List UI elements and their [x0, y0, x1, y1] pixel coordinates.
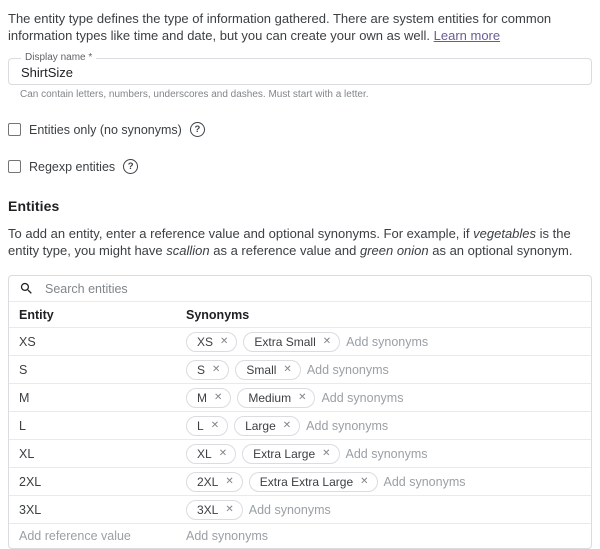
synonyms-cell — [186, 472, 591, 492]
table-header-row — [9, 302, 591, 328]
close-icon[interactable]: ✕ — [283, 363, 292, 375]
regexp-entities-checkbox[interactable] — [8, 160, 21, 173]
chip-label: Extra Large — [253, 446, 316, 461]
add-reference-value-input[interactable]: Add reference value — [19, 529, 131, 543]
help-icon[interactable]: ? — [190, 122, 205, 137]
desc-seg-italic: green onion — [359, 243, 429, 258]
chip-label: S — [197, 362, 206, 377]
close-icon[interactable]: ✕ — [322, 335, 332, 347]
close-icon[interactable]: ✕ — [210, 419, 220, 431]
synonyms-cell — [186, 416, 591, 436]
synonym-chip[interactable] — [186, 388, 231, 408]
synonym-chip[interactable] — [234, 416, 300, 436]
close-icon[interactable]: ✕ — [360, 475, 369, 487]
regexp-entities-row — [8, 159, 592, 174]
chip-label: 3XL — [197, 502, 219, 517]
table-row — [9, 384, 591, 412]
chip-label: 2XL — [197, 474, 219, 489]
search-input[interactable] — [45, 282, 581, 296]
synonyms-cell — [186, 332, 591, 352]
add-synonyms-input[interactable]: Add synonyms — [345, 446, 428, 461]
learn-more-link[interactable]: Learn more — [433, 28, 501, 43]
desc-seg: as an optional synonym. — [428, 243, 573, 258]
close-icon[interactable]: ✕ — [225, 503, 234, 515]
synonyms-cell — [186, 444, 591, 464]
entity-value[interactable]: L — [19, 418, 26, 433]
chip-label: L — [197, 418, 204, 433]
display-name-label: Display name * — [21, 52, 96, 63]
add-synonyms-input[interactable]: Add synonyms — [346, 334, 429, 349]
add-synonyms-input[interactable]: Add synonyms — [186, 529, 268, 543]
intro-text: The entity type defines the type of information gathered. There are system entities for common information types like time and date, but you can create your own as well. — [8, 11, 552, 43]
desc-seg: as a reference value and — [209, 243, 360, 258]
entities-heading: Entities — [8, 198, 60, 214]
synonym-chip[interactable] — [242, 444, 339, 464]
entities-only-label: Entities only (no synonyms) — [29, 122, 182, 137]
desc-seg-italic: vegetables — [473, 226, 537, 241]
chip-label: Medium — [248, 390, 292, 405]
table-row — [9, 328, 591, 356]
synonym-chip[interactable] — [186, 332, 237, 352]
table-row — [9, 496, 591, 524]
entity-search-bar — [9, 276, 591, 302]
entities-only-row — [8, 122, 592, 137]
entity-value[interactable]: M — [19, 390, 30, 405]
entity-value[interactable]: 3XL — [19, 502, 42, 517]
synonym-chip[interactable] — [186, 360, 229, 380]
display-name-field[interactable] — [8, 52, 592, 85]
chip-label: M — [197, 390, 207, 405]
synonym-chip[interactable] — [186, 444, 236, 464]
display-name-helper-text: Can contain letters, numbers, underscores and dashes. Must start with a letter. — [20, 89, 369, 100]
synonyms-cell — [186, 500, 591, 520]
entity-value[interactable]: S — [19, 362, 28, 377]
synonym-chip[interactable] — [186, 500, 243, 520]
entity-value[interactable]: XL — [19, 446, 35, 461]
column-header-entity: Entity — [19, 307, 54, 322]
synonym-chip[interactable] — [235, 360, 300, 380]
entities-table — [8, 275, 592, 549]
close-icon[interactable]: ✕ — [214, 391, 223, 403]
table-row — [9, 356, 591, 384]
synonyms-cell — [186, 360, 591, 380]
display-name-input[interactable]: ShirtSize — [21, 65, 74, 80]
entity-value[interactable]: XS — [19, 334, 36, 349]
close-icon[interactable]: ✕ — [212, 363, 221, 375]
entities-only-checkbox[interactable] — [8, 123, 21, 136]
desc-seg-italic: scallion — [166, 243, 210, 258]
regexp-entities-label: Regexp entities — [29, 159, 116, 174]
chip-label: Large — [245, 418, 276, 433]
chip-label: Small — [246, 362, 277, 377]
close-icon[interactable]: ✕ — [225, 475, 234, 487]
chip-label: Extra Small — [254, 334, 316, 349]
table-row — [9, 440, 591, 468]
add-synonyms-input[interactable]: Add synonyms — [248, 502, 331, 517]
chip-label: XS — [197, 334, 214, 349]
add-synonyms-input[interactable]: Add synonyms — [306, 418, 389, 433]
entities-description — [8, 225, 592, 259]
synonym-chip[interactable] — [237, 388, 315, 408]
synonyms-cell — [186, 388, 591, 408]
table-row — [9, 468, 591, 496]
add-synonyms-input[interactable]: Add synonyms — [383, 474, 466, 489]
close-icon[interactable]: ✕ — [282, 419, 292, 431]
close-icon[interactable]: ✕ — [298, 391, 307, 403]
entity-value[interactable]: 2XL — [19, 474, 42, 489]
add-entity-row — [9, 524, 591, 548]
synonym-chip[interactable] — [249, 472, 378, 492]
close-icon[interactable]: ✕ — [220, 335, 229, 347]
column-header-synonyms: Synonyms — [186, 307, 250, 322]
desc-seg: To add an entity, enter a reference value and optional synonyms. For example, if — [8, 226, 474, 241]
synonym-chip[interactable] — [186, 472, 243, 492]
synonym-chip[interactable] — [243, 332, 340, 352]
help-icon[interactable]: ? — [123, 159, 138, 174]
table-row — [9, 412, 591, 440]
desc-seg: is the entity type, you might have — [8, 226, 571, 258]
chip-label: Extra Extra Large — [259, 474, 354, 489]
close-icon[interactable]: ✕ — [218, 447, 228, 459]
search-icon — [19, 281, 34, 296]
chip-label: XL — [197, 446, 212, 461]
add-synonyms-input[interactable]: Add synonyms — [306, 362, 389, 377]
close-icon[interactable]: ✕ — [322, 447, 331, 459]
add-synonyms-input[interactable]: Add synonyms — [321, 390, 404, 405]
intro-paragraph — [8, 10, 592, 44]
synonym-chip[interactable] — [186, 416, 228, 436]
